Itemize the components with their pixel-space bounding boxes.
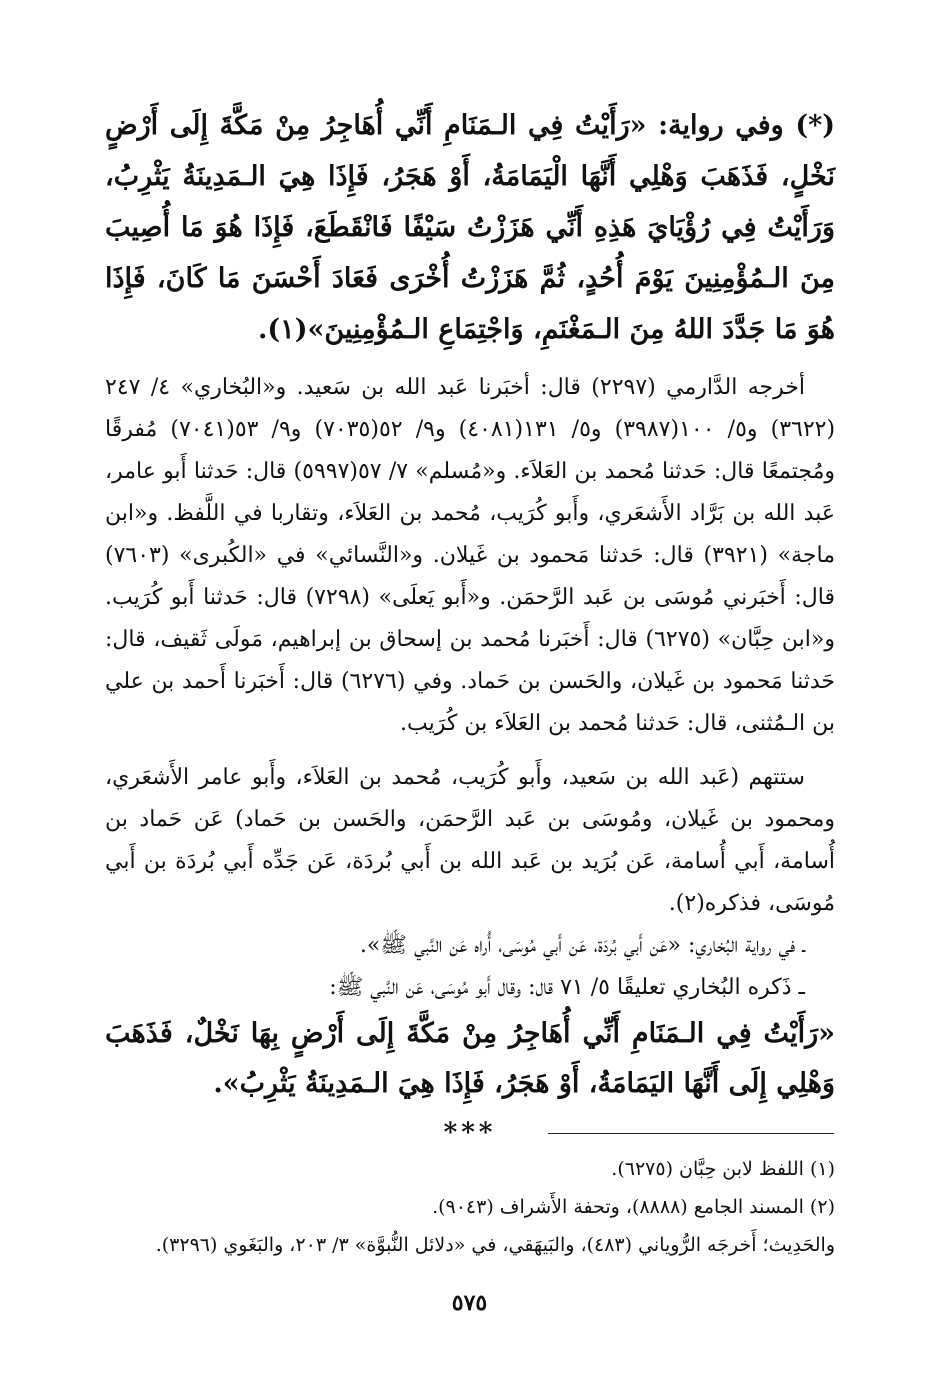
- hadith-short-text: «رَأَيْتُ فِي الـمَنَامِ أَنِّي أُهَاجِرُ مِنْ مَكَّةَ إِلَى أَرْضٍ بِهَا نَخْلٌ، فَذَهَبَ وَهْلِي إِلَى أَنَّهَا اليَمَامَةُ، أَوْ هَجَرُ، فَإِذَا هِيَ الـمَدِينَةُ يَثْرِبُ».: [105, 1018, 835, 1099]
- isnad-paragraph: ستتهم (عَبد الله بن سَعيد، وأَبو كُرَيب، مُحمد بن العَلاَء، وأَبو عامر الأَشعَري، ومحمود بن غَيلان، ومُوسَى بن عَبد الرَّحمَن، والحَسن بن حَماد) عَن حَماد بن أُسامة، أَبي أُسامة، عَن بُرَيد بن عَبد الله بن أَبي بُردَة، عَن جَدِّه أَبي بُردَة بن أَبي مُوسَى، فذكره(٢).: [105, 765, 835, 916]
- page-body: [105, 100, 835, 1153]
- footnotes: [105, 1150, 835, 1264]
- tarik-note: ـ ذَكره البُخاري تعليقًا ٥/ ٧١ قال: وقال أَبو مُوسَى، عَن النَّبي ﷺ:: [329, 975, 805, 1000]
- section-separator: ***: [443, 1118, 497, 1148]
- page-number: ٥٧٥: [451, 1290, 488, 1316]
- takhrij-paragraph: أخرجه الدَّارمي (٢٢٩٧) قال: أخبَرنا عَبد الله بن سَعيد. و«البُخاري» ٤/ ٢٤٧ (٣٦٢٢) و٥/ ١٠٠(٣٩٨٧) و٥/ ١٣١(٤٠٨١) و٩/ ٥٢(٧٠٣٥) و٩/ ٥٣(٧٠٤١) مُفرقًا ومُجتمعًا قال: حَدثنا مُحمد بن العَلاَء. و«مُسلم» ٧/ ٥٧(٥٩٩٧) قال: حَدثنا أَبو عامر، عَبد الله بن بَرَّاد الأَشعَري، وأَبو كُرَيب، مُحمد بن العَلاَء، وتقاربا في اللَّفظ. و«ابن ماجة» (٣٩٢١) قال: حَدثنا مَحمود بن غَيلان. و«النَّسائي» في «الكُبرى» (٧٦٠٣) قال: أَخبَرني مُوسَى بن عَبد الرَّحمَن. و«أَبو يَعلَى» (٧٢٩٨) قال: حَدثنا أَبو كُرَيب. و«ابن حِبَّان» (٦٢٧٥) قال: أَخبَرنا مُحمد بن إسحاق بن إبراهيم، مَولَى ثَقيف، قال: حَدثنا مَحمود بن غَيلان، والحَسن بن حَماد. وفي (٦٢٧٦) قال: أَخبَرنا أَحمد بن علي بن الـمُثنى، قال: حَدثنا مُحمد بن العَلاَء بن كُرَيب.: [105, 375, 836, 736]
- bukhari-note: ـ في رواية البُخاري: «عَن أَبي بُردَة، عَن أَبي مُوسَى، أُراه عَن النَّبي ﷺ».: [359, 933, 805, 958]
- footnote-1: (١) اللفظ لابن حِبَّان (٦٢٧٥).: [611, 1158, 835, 1180]
- hadith-main-text: (*) وفي رواية: «رَأَيْتُ فِي الـمَنَامِ أَنِّي أُهَاجِرُ مِنْ مَكَّةَ إِلَى أَرْضٍ نَخْلٍ، فَذَهَبَ وَهْلِي أَنَّهَا الْيَمَامَةُ، أَوْ هَجَرُ، فَإِذَا هِيَ الـمَدِينَةُ يَثْرِبُ، وَرَأَيْتُ فِي رُؤْيَايَ هَذِهِ أَنِّي هَزَزْتُ سَيْفًا فَانْقَطَعَ، فَإِذَا هُوَ مَا أُصِيبَ مِنَ الـمُؤْمِنِينَ يَوْمَ أُحُدٍ، ثُمَّ هَزَزْتُ أُخْرَى فَعَادَ أَحْسَنَ مَا كَانَ، فَإِذَا هُوَ مَا جَدَّدَ اللهُ مِنَ الـمَغْنَمِ، وَاجْتِمَاعِ الـمُؤْمِنِينَ»(١).: [105, 110, 835, 345]
- footnote-divider: [548, 1133, 834, 1134]
- footnote-2: (٢) المسند الجامع (٨٨٨٨)، وتحفة الأَشراف (٩٠٤٣).: [432, 1196, 835, 1218]
- footnote-3: والحَدِيث؛ أَخرجَه الرُّوياني (٤٨٣)، والبَيهَقي، في «دلائل النُّبوَّة» ٣/ ٢٠٣، والبَغَوي (٣٢٩٦).: [155, 1234, 835, 1256]
